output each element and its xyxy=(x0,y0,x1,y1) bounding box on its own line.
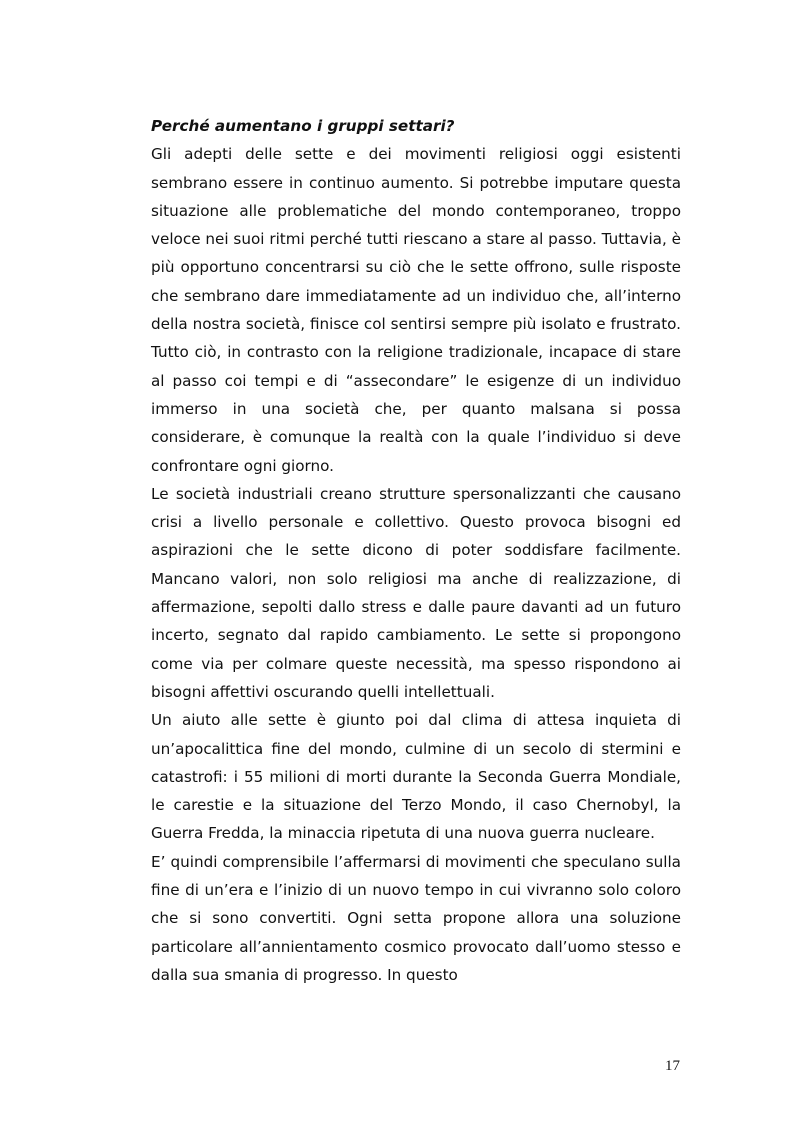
paragraph-1: Gli adepti delle sette e dei movimenti religiosi oggi esistenti sembrano essere in continuo aumento. Si potrebbe imputare questa situazione alle problematiche del mondo contemporaneo, troppo veloce nei suoi ritmi perché tutti riescano a stare al passo. Tuttavia, è più opportuno concentrarsi su ciò che le sette offrono, sulle risposte che sembrano dare immediatamente ad un individuo che, all’interno della nostra società, finisce col sentirsi sempre più isolato e frustrato. Tutto ciò, in contrasto con la religione tradizionale, incapace di stare al passo coi tempi e di “assecondare” le esigenze di un individuo immerso in una società che, per quanto malsana si possa considerare, è comunque la realtà con la quale l’individuo si deve confrontare ogni giorno. xyxy=(151,145,681,475)
paragraph-4: E’ quindi comprensibile l’affermarsi di movimenti che speculano sulla fine di un’era e l’inizio di un nuovo tempo in cui vivranno solo coloro che si sono convertiti. Ogni setta propone allora una soluzione particolare all’annientamento cosmico provocato dall’uomo stesso e dalla sua smania di progresso. In questo xyxy=(151,852,681,984)
section-heading: Perché aumentano i gruppi settari? xyxy=(151,117,455,135)
paragraph-2: Le società industriali creano strutture spersonalizzanti che causano crisi a livello personale e collettivo. Questo provoca bisogni ed aspirazioni che le sette dicono di poter soddisfare facilmente. Mancano valori, non solo religiosi ma anche di realizzazione, di affermazione, sepolti dallo stress e dalle paure davanti ad un futuro incerto, segnato dal rapido cambiamento. Le sette si propongono come via per colmare queste necessità, ma spesso rispondono ai bisogni affettivi oscurando quelli intellettuali. xyxy=(151,484,681,701)
page-number: 17 xyxy=(665,1058,680,1074)
page-body xyxy=(151,112,681,989)
paragraph-3: Un aiuto alle sette è giunto poi dal clima di attesa inquieta di un’apocalittica fine del mondo, culmine di un secolo di stermini e catastrofi: i 55 milioni di morti durante la Seconda Guerra Mondiale, le carestie e la situazione del Terzo Mondo, il caso Chernobyl, la Guerra Fredda, la minaccia ripetuta di una nuova guerra nucleare. xyxy=(151,711,681,843)
